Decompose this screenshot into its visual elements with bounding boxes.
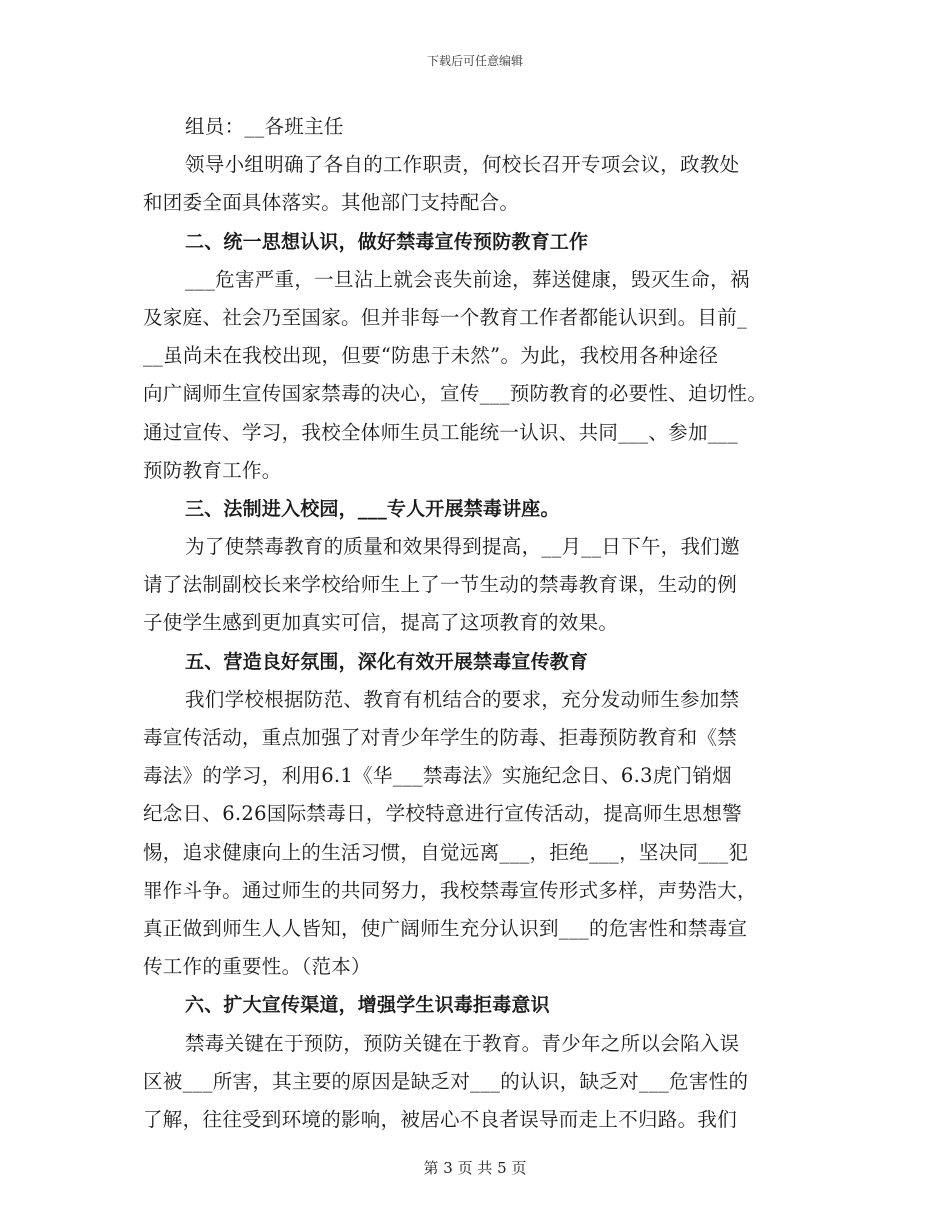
document-body [143,108,815,1139]
body-line: 子使学生感到更加真实可信，提高了这项教育的效果。 [143,611,619,635]
body-line: 禁毒关键在于预防，预防关键在于教育。青少年之所以会陷入误 [185,1031,740,1055]
section-heading: 六、扩大宣传渠道，增强学生识毒拒毒意识 [185,994,550,1017]
body-line: 真正做到师生人人皆知，使广阔师生充分认识到___的危害性和禁毒宣 [143,916,748,940]
body-line: 惕，追求健康向上的生活习惯，自觉远离___，拒绝___，坚决同___犯 [143,840,749,864]
body-line: 区被___所害，其主要的原因是缺乏对___的认识，缺乏对___危害性的 [143,1069,749,1093]
body-line: 传工作的重要性。（范本） [143,955,371,979]
body-line: 和团委全面具体落实。其他部门支持配合。 [143,191,520,215]
body-line: 毒宣传活动，重点加强了对青少年学生的防毒、拒毒预防教育和《禁 [143,726,738,749]
page-number: 第 3 页 共 5 页 [423,1159,527,1177]
body-line: __虽尚未在我校出现，但要“防患于未然”。为此，我校用各种途径 [143,344,719,368]
body-line: 领导小组明确了各自的工作职责，何校长召开专项会议，政教处 [185,153,740,177]
section-heading: 二、统一思想认识，做好禁毒宣传预防教育工作 [185,230,589,253]
page-header-note: 下载后可任意编辑 [426,54,523,68]
body-line: 纪念日、6.26国际禁毒日，学校特意进行宣传活动，提高师生思想警 [143,802,743,826]
section-heading: 五、营造良好氛围，深化有效开展禁毒宣传教育 [185,650,589,673]
body-line: 为了使禁毒教育的质量和效果得到提高，__月__日下午，我们邀 [185,535,741,559]
body-line: 罪作斗争。通过师生的共同努力，我校禁毒宣传形式多样，声势浩大， [143,878,757,902]
section-heading: 三、法制进入校园，___专人开展禁毒讲座。 [185,497,560,520]
body-line: 毒法》的学习，利用6.1《华___禁毒法》实施纪念日、6.3虎门销烟 [143,764,732,788]
body-line: 向广阔师生宣传国家禁毒的决心，宣传___预防教育的必要性、迫切性。 [143,382,768,406]
body-line: 通过宣传、学习，我校全体师生员工能统一认识、共同___、参加___ [143,420,738,444]
body-line: 组员：__各班主任 [185,115,344,138]
body-line: ___危害严重，一旦沾上就会丧失前途，葬送健康，毁灭生命，祸 [185,267,750,291]
body-line: 了解，往往受到环境的影响，被居心不良者误导而走上不归路。我们 [143,1107,738,1131]
body-line: 及家庭、社会乃至国家。但并非每一个教育工作者都能认识到。目前_ [143,305,748,329]
body-line: 请了法制副校长来学校给师生上了一节生动的禁毒教育课，生动的例 [143,573,738,597]
body-line: 我们学校根据防范、教育有机结合的要求，充分发动师生参加禁 [185,687,740,711]
body-line: 预防教育工作。 [143,458,282,482]
